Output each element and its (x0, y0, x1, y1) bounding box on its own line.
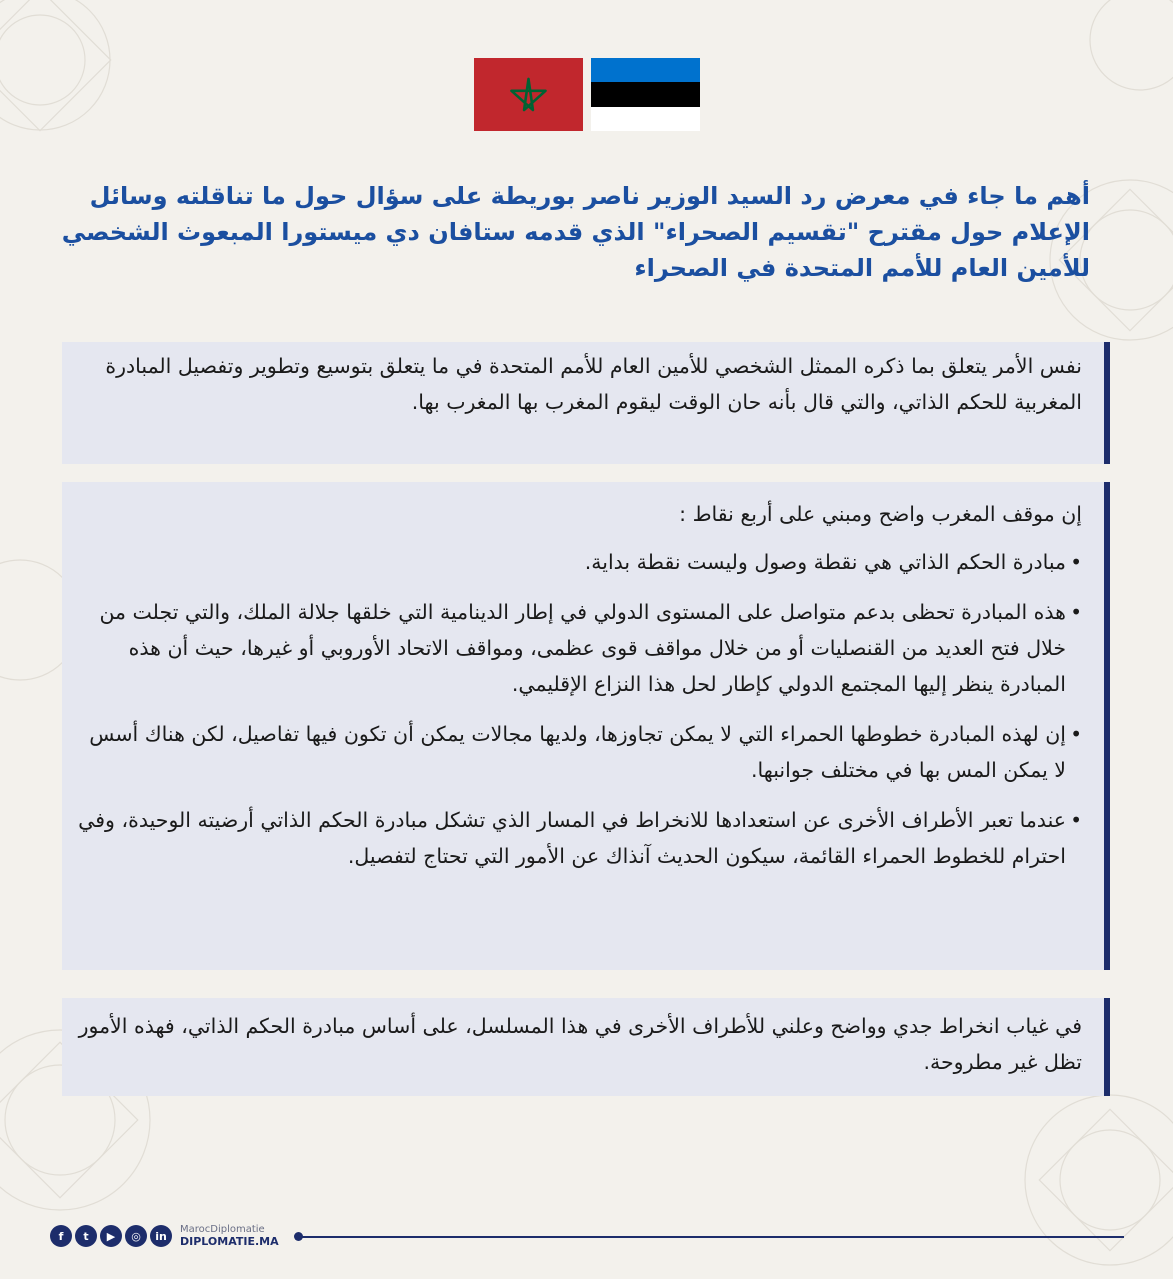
youtube-icon[interactable]: ▶ (100, 1225, 122, 1247)
points-list (78, 544, 1082, 874)
brand (180, 1224, 279, 1248)
linkedin-icon[interactable]: in (150, 1225, 172, 1247)
panel-1-text: نفس الأمر يتعلق بما ذكره الممثل الشخصي للأمين العام للأمم المتحدة في ما يتعلق بتوسيع وتطوير وتفصيل المبادرة المغربية للحكم الذاتي، والتي قال بأنه حان الوقت ليقوم المغرب بها المغرب بها. (105, 354, 1082, 414)
statement-panel-2 (62, 482, 1110, 970)
panel-2-intro: إن موقف المغرب واضح ومبني على أربع نقاط : (679, 502, 1082, 526)
flags (474, 58, 700, 131)
estonia-flag (591, 58, 700, 131)
headline: أهم ما جاء في معرض رد السيد الوزير ناصر بوريطة على سؤال حول ما تناقلته وسائل الإعلام حول مقترح "تقسيم الصحراء" الذي قدمه ستافان دي ميستورا المبعوث الشخصي للأمين العام للأمم المتحدة في الصحراء (61, 182, 1090, 282)
twitter-icon[interactable]: t (75, 1225, 97, 1247)
statement-panel-1 (62, 342, 1110, 464)
social-links (50, 1225, 172, 1247)
list-item: • هذه المبادرة تحظى بدعم متواصل على المستوى الدولي في إطار الدينامية التي خلقها جلالة الملك، والتي تجلت من خلال فتح العديد من القنصليات أو من خلال مواقف قوى عظمى، ومواقف الاتحاد الأوروبي أو غيرها، حيث أن هذه المبادرة ينظر إليها المجتمع الدولي كإطار لحل هذا النزاع الإقليمي. (78, 594, 1082, 702)
pentagram-star-icon (510, 76, 547, 113)
list-item: • عندما تعبر الأطراف الأخرى عن استعدادها للانخراط في المسار الذي تشكل مبادرة الحكم الذاتي أرضيته الوحيدة، وفي احترام للخطوط الحمراء القائمة، سيكون الحديث آنذاك عن الأمور التي تحتاج لتفصيل. (78, 802, 1082, 874)
footer (50, 1222, 310, 1250)
list-item: • إن لهذه المبادرة خطوطها الحمراء التي لا يمكن تجاوزها، ولديها مجالات يمكن أن تكون فيها تفاصيل، لكن هناك أسس لا يمكن المس بها في مختلف جوانبها. (78, 716, 1082, 788)
brand-site[interactable]: DIPLOMATIE.MA (180, 1235, 279, 1248)
morocco-flag (474, 58, 583, 131)
facebook-icon[interactable]: f (50, 1225, 72, 1247)
footer-divider (300, 1236, 1124, 1238)
instagram-icon[interactable]: ◎ (125, 1225, 147, 1247)
list-item: • مبادرة الحكم الذاتي هي نقطة وصول وليست نقطة بداية. (78, 544, 1082, 580)
brand-handle: MarocDiplomatie (180, 1224, 265, 1235)
statement-panel-3 (62, 998, 1110, 1096)
panel-3-text: في غياب انخراط جدي وواضح وعلني للأطراف الأخرى في هذا المسلسل، على أساس مبادرة الحكم الذاتي، فهذه الأمور تظل غير مطروحة. (78, 1014, 1082, 1074)
